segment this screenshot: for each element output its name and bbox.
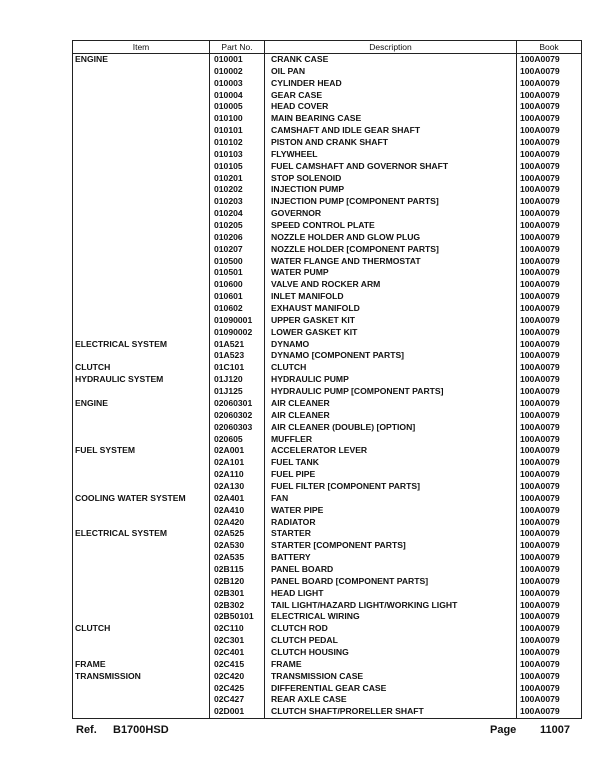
- cell-book: 100A0079: [517, 267, 582, 279]
- cell-item: [73, 540, 210, 552]
- table-row: [73, 635, 582, 647]
- cell-description: EXHAUST MANIFOLD: [265, 303, 517, 315]
- cell-item: [73, 481, 210, 493]
- table-row: [73, 184, 582, 196]
- cell-book: 100A0079: [517, 445, 582, 457]
- cell-book: 100A0079: [517, 528, 582, 540]
- cell-part-no: 02C415: [210, 659, 265, 671]
- cell-part-no: 010103: [210, 149, 265, 161]
- table-row: [73, 528, 582, 540]
- cell-book: 100A0079: [517, 588, 582, 600]
- table-row: [73, 386, 582, 398]
- cell-item: ENGINE: [73, 398, 210, 410]
- cell-item: [73, 457, 210, 469]
- cell-part-no: 010102: [210, 137, 265, 149]
- cell-part-no: 02060302: [210, 410, 265, 422]
- table-row: [73, 493, 582, 505]
- page-number: 11007: [540, 724, 570, 736]
- cell-book: 100A0079: [517, 386, 582, 398]
- cell-book: 100A0079: [517, 256, 582, 268]
- table-row: [73, 576, 582, 588]
- cell-book: 100A0079: [517, 113, 582, 125]
- table-row: [73, 267, 582, 279]
- table-row: [73, 588, 582, 600]
- cell-item: [73, 410, 210, 422]
- table-row: [73, 505, 582, 517]
- cell-part-no: 010602: [210, 303, 265, 315]
- cell-book: 100A0079: [517, 635, 582, 647]
- cell-book: 100A0079: [517, 244, 582, 256]
- table-row: [73, 422, 582, 434]
- cell-part-no: 02A001: [210, 445, 265, 457]
- cell-book: 100A0079: [517, 493, 582, 505]
- cell-description: CLUTCH: [265, 362, 517, 374]
- cell-part-no: 01090002: [210, 327, 265, 339]
- cell-part-no: 02B50101: [210, 611, 265, 623]
- cell-item: [73, 315, 210, 327]
- cell-description: INJECTION PUMP [COMPONENT PARTS]: [265, 196, 517, 208]
- cell-item: [73, 611, 210, 623]
- cell-part-no: 02A525: [210, 528, 265, 540]
- cell-description: AIR CLEANER: [265, 398, 517, 410]
- cell-item: [73, 101, 210, 113]
- cell-part-no: 02A410: [210, 505, 265, 517]
- table-row: [73, 208, 582, 220]
- cell-book: 100A0079: [517, 540, 582, 552]
- parts-index-table: [72, 40, 582, 719]
- model-code: B1700HSD: [113, 724, 169, 736]
- cell-description: CLUTCH SHAFT/PRORELLER SHAFT: [265, 706, 517, 718]
- cell-item: [73, 386, 210, 398]
- cell-part-no: 02A535: [210, 552, 265, 564]
- cell-item: [73, 505, 210, 517]
- cell-part-no: 010001: [210, 54, 265, 66]
- cell-description: PANEL BOARD [COMPONENT PARTS]: [265, 576, 517, 588]
- cell-item: [73, 78, 210, 90]
- cell-item: TRANSMISSION: [73, 671, 210, 683]
- cell-book: 100A0079: [517, 671, 582, 683]
- cell-book: 100A0079: [517, 90, 582, 102]
- cell-description: INLET MANIFOLD: [265, 291, 517, 303]
- cell-item: [73, 267, 210, 279]
- cell-book: 100A0079: [517, 327, 582, 339]
- cell-part-no: 010005: [210, 101, 265, 113]
- table-row: [73, 327, 582, 339]
- cell-description: MAIN BEARING CASE: [265, 113, 517, 125]
- cell-description: FUEL FILTER [COMPONENT PARTS]: [265, 481, 517, 493]
- cell-part-no: 010003: [210, 78, 265, 90]
- cell-book: 100A0079: [517, 374, 582, 386]
- cell-part-no: 02C401: [210, 647, 265, 659]
- table-row: [73, 279, 582, 291]
- cell-item: CLUTCH: [73, 623, 210, 635]
- cell-part-no: 010201: [210, 173, 265, 185]
- cell-book: 100A0079: [517, 54, 582, 66]
- cell-part-no: 02C301: [210, 635, 265, 647]
- ref-label: Ref.: [76, 724, 97, 736]
- cell-part-no: 02C427: [210, 694, 265, 706]
- cell-part-no: 02C110: [210, 623, 265, 635]
- cell-book: 100A0079: [517, 161, 582, 173]
- cell-part-no: 01C101: [210, 362, 265, 374]
- cell-description: FRAME: [265, 659, 517, 671]
- cell-description: NOZZLE HOLDER [COMPONENT PARTS]: [265, 244, 517, 256]
- cell-description: MUFFLER: [265, 434, 517, 446]
- table-row: [73, 339, 582, 351]
- cell-part-no: 02C420: [210, 671, 265, 683]
- cell-book: 100A0079: [517, 434, 582, 446]
- table-row: [73, 291, 582, 303]
- cell-part-no: 010501: [210, 267, 265, 279]
- table-row: [73, 350, 582, 362]
- table-row: [73, 623, 582, 635]
- cell-item: [73, 327, 210, 339]
- cell-book: 100A0079: [517, 576, 582, 588]
- cell-book: 100A0079: [517, 694, 582, 706]
- table-row: [73, 564, 582, 576]
- cell-item: ELECTRICAL SYSTEM: [73, 528, 210, 540]
- cell-description: TRANSMISSION CASE: [265, 671, 517, 683]
- cell-part-no: 02B115: [210, 564, 265, 576]
- cell-part-no: 02A110: [210, 469, 265, 481]
- table-row: [73, 374, 582, 386]
- cell-item: HYDRAULIC SYSTEM: [73, 374, 210, 386]
- cell-part-no: 010105: [210, 161, 265, 173]
- table-row: [73, 54, 582, 66]
- cell-part-no: 02A530: [210, 540, 265, 552]
- cell-part-no: 020605: [210, 434, 265, 446]
- cell-book: 100A0079: [517, 173, 582, 185]
- cell-description: HYDRAULIC PUMP: [265, 374, 517, 386]
- cell-book: 100A0079: [517, 350, 582, 362]
- cell-part-no: 02A101: [210, 457, 265, 469]
- table-row: [73, 552, 582, 564]
- cell-book: 100A0079: [517, 683, 582, 695]
- cell-part-no: 010601: [210, 291, 265, 303]
- cell-description: STARTER: [265, 528, 517, 540]
- cell-book: 100A0079: [517, 706, 582, 718]
- table-row: [73, 173, 582, 185]
- table-body: [73, 54, 582, 719]
- cell-book: 100A0079: [517, 78, 582, 90]
- cell-book: 100A0079: [517, 184, 582, 196]
- table-row: [73, 101, 582, 113]
- cell-part-no: 02B120: [210, 576, 265, 588]
- cell-book: 100A0079: [517, 220, 582, 232]
- cell-item: [73, 220, 210, 232]
- table-row: [73, 149, 582, 161]
- cell-description: NOZZLE HOLDER AND GLOW PLUG: [265, 232, 517, 244]
- cell-book: 100A0079: [517, 469, 582, 481]
- cell-part-no: 010205: [210, 220, 265, 232]
- cell-part-no: 010101: [210, 125, 265, 137]
- cell-item: [73, 683, 210, 695]
- cell-description: FUEL PIPE: [265, 469, 517, 481]
- cell-item: FRAME: [73, 659, 210, 671]
- cell-description: AIR CLEANER: [265, 410, 517, 422]
- table-row: [73, 445, 582, 457]
- cell-part-no: 02A420: [210, 517, 265, 529]
- table-row: [73, 303, 582, 315]
- cell-part-no: 010206: [210, 232, 265, 244]
- cell-book: 100A0079: [517, 196, 582, 208]
- cell-item: [73, 113, 210, 125]
- page-label: Page: [490, 724, 517, 736]
- table-row: [73, 66, 582, 78]
- cell-description: CYLINDER HEAD: [265, 78, 517, 90]
- cell-description: TAIL LIGHT/HAZARD LIGHT/WORKING LIGHT: [265, 600, 517, 612]
- cell-item: [73, 66, 210, 78]
- cell-description: FAN: [265, 493, 517, 505]
- table-row: [73, 694, 582, 706]
- cell-description: VALVE AND ROCKER ARM: [265, 279, 517, 291]
- cell-item: [73, 244, 210, 256]
- table-row: [73, 220, 582, 232]
- cell-description: UPPER GASKET KIT: [265, 315, 517, 327]
- cell-part-no: 02B302: [210, 600, 265, 612]
- cell-part-no: 010100: [210, 113, 265, 125]
- table-row: [73, 540, 582, 552]
- cell-book: 100A0079: [517, 232, 582, 244]
- cell-description: PISTON AND CRANK SHAFT: [265, 137, 517, 149]
- cell-description: DYNAMO [COMPONENT PARTS]: [265, 350, 517, 362]
- cell-part-no: 010204: [210, 208, 265, 220]
- cell-description: HEAD COVER: [265, 101, 517, 113]
- cell-item: [73, 90, 210, 102]
- table-row: [73, 457, 582, 469]
- cell-book: 100A0079: [517, 339, 582, 351]
- cell-item: FUEL SYSTEM: [73, 445, 210, 457]
- cell-description: WATER FLANGE AND THERMOSTAT: [265, 256, 517, 268]
- cell-book: 100A0079: [517, 362, 582, 374]
- table-row: [73, 683, 582, 695]
- cell-item: [73, 576, 210, 588]
- cell-description: WATER PUMP: [265, 267, 517, 279]
- cell-part-no: 010004: [210, 90, 265, 102]
- cell-book: 100A0079: [517, 291, 582, 303]
- cell-book: 100A0079: [517, 125, 582, 137]
- cell-part-no: 02A130: [210, 481, 265, 493]
- cell-item: [73, 256, 210, 268]
- cell-description: HEAD LIGHT: [265, 588, 517, 600]
- cell-part-no: 010600: [210, 279, 265, 291]
- table-row: [73, 517, 582, 529]
- table-row: [73, 671, 582, 683]
- header-book: Book: [517, 41, 582, 54]
- cell-part-no: 02B301: [210, 588, 265, 600]
- cell-description: ELECTRICAL WIRING: [265, 611, 517, 623]
- cell-description: WATER PIPE: [265, 505, 517, 517]
- cell-description: GOVERNOR: [265, 208, 517, 220]
- cell-item: [73, 517, 210, 529]
- table-row: [73, 232, 582, 244]
- cell-book: 100A0079: [517, 505, 582, 517]
- cell-book: 100A0079: [517, 623, 582, 635]
- cell-item: [73, 184, 210, 196]
- cell-item: [73, 647, 210, 659]
- table-row: [73, 113, 582, 125]
- cell-book: 100A0079: [517, 422, 582, 434]
- cell-item: [73, 552, 210, 564]
- table-row: [73, 90, 582, 102]
- cell-book: 100A0079: [517, 659, 582, 671]
- cell-description: REAR AXLE CASE: [265, 694, 517, 706]
- cell-part-no: 02D001: [210, 706, 265, 718]
- cell-part-no: 02A401: [210, 493, 265, 505]
- table-row: [73, 78, 582, 90]
- table-row: [73, 481, 582, 493]
- table-row: [73, 137, 582, 149]
- table-row: [73, 611, 582, 623]
- cell-description: SPEED CONTROL PLATE: [265, 220, 517, 232]
- table-row: [73, 469, 582, 481]
- table-row: [73, 410, 582, 422]
- cell-description: RADIATOR: [265, 517, 517, 529]
- cell-description: GEAR CASE: [265, 90, 517, 102]
- cell-item: CLUTCH: [73, 362, 210, 374]
- cell-description: STOP SOLENOID: [265, 173, 517, 185]
- cell-item: [73, 291, 210, 303]
- cell-item: [73, 279, 210, 291]
- cell-item: [73, 694, 210, 706]
- cell-description: FUEL TANK: [265, 457, 517, 469]
- cell-part-no: 02C425: [210, 683, 265, 695]
- cell-item: COOLING WATER SYSTEM: [73, 493, 210, 505]
- cell-item: [73, 196, 210, 208]
- header-part-no: Part No.: [210, 41, 265, 54]
- cell-book: 100A0079: [517, 410, 582, 422]
- table-row: [73, 315, 582, 327]
- page-footer: [76, 724, 581, 740]
- cell-description: FLYWHEEL: [265, 149, 517, 161]
- cell-item: [73, 564, 210, 576]
- cell-book: 100A0079: [517, 481, 582, 493]
- cell-part-no: 01J125: [210, 386, 265, 398]
- cell-item: [73, 149, 210, 161]
- table-row: [73, 125, 582, 137]
- cell-item: [73, 469, 210, 481]
- cell-item: [73, 350, 210, 362]
- cell-book: 100A0079: [517, 279, 582, 291]
- cell-book: 100A0079: [517, 457, 582, 469]
- cell-book: 100A0079: [517, 647, 582, 659]
- cell-item: [73, 208, 210, 220]
- cell-description: CLUTCH HOUSING: [265, 647, 517, 659]
- cell-item: [73, 303, 210, 315]
- cell-description: PANEL BOARD: [265, 564, 517, 576]
- cell-description: LOWER GASKET KIT: [265, 327, 517, 339]
- table-row: [73, 659, 582, 671]
- cell-description: INJECTION PUMP: [265, 184, 517, 196]
- cell-item: [73, 706, 210, 718]
- cell-part-no: 010002: [210, 66, 265, 78]
- cell-book: 100A0079: [517, 564, 582, 576]
- cell-description: CLUTCH PEDAL: [265, 635, 517, 647]
- cell-book: 100A0079: [517, 315, 582, 327]
- cell-part-no: 02060301: [210, 398, 265, 410]
- header-item: Item: [73, 41, 210, 54]
- table-row: [73, 434, 582, 446]
- cell-description: STARTER [COMPONENT PARTS]: [265, 540, 517, 552]
- table-row: [73, 706, 582, 718]
- cell-description: DIFFERENTIAL GEAR CASE: [265, 683, 517, 695]
- table-row: [73, 244, 582, 256]
- cell-description: BATTERY: [265, 552, 517, 564]
- cell-description: CLUTCH ROD: [265, 623, 517, 635]
- cell-description: CAMSHAFT AND IDLE GEAR SHAFT: [265, 125, 517, 137]
- cell-description: HYDRAULIC PUMP [COMPONENT PARTS]: [265, 386, 517, 398]
- cell-book: 100A0079: [517, 208, 582, 220]
- cell-part-no: 02060303: [210, 422, 265, 434]
- cell-item: ENGINE: [73, 54, 210, 66]
- cell-book: 100A0079: [517, 66, 582, 78]
- cell-part-no: 01A521: [210, 339, 265, 351]
- cell-item: ELECTRICAL SYSTEM: [73, 339, 210, 351]
- table-row: [73, 362, 582, 374]
- cell-part-no: 010202: [210, 184, 265, 196]
- cell-item: [73, 600, 210, 612]
- cell-book: 100A0079: [517, 552, 582, 564]
- cell-description: OIL PAN: [265, 66, 517, 78]
- cell-description: AIR CLEANER (DOUBLE) [OPTION]: [265, 422, 517, 434]
- cell-book: 100A0079: [517, 611, 582, 623]
- cell-description: CRANK CASE: [265, 54, 517, 66]
- table-row: [73, 647, 582, 659]
- cell-part-no: 010207: [210, 244, 265, 256]
- cell-item: [73, 173, 210, 185]
- cell-item: [73, 137, 210, 149]
- cell-item: [73, 161, 210, 173]
- cell-book: 100A0079: [517, 303, 582, 315]
- cell-part-no: 01J120: [210, 374, 265, 386]
- cell-item: [73, 232, 210, 244]
- cell-item: [73, 434, 210, 446]
- table-row: [73, 256, 582, 268]
- cell-description: FUEL CAMSHAFT AND GOVERNOR SHAFT: [265, 161, 517, 173]
- cell-item: [73, 588, 210, 600]
- header-description: Description: [265, 41, 517, 54]
- cell-book: 100A0079: [517, 137, 582, 149]
- cell-book: 100A0079: [517, 398, 582, 410]
- cell-item: [73, 635, 210, 647]
- table-row: [73, 600, 582, 612]
- cell-description: DYNAMO: [265, 339, 517, 351]
- cell-item: [73, 125, 210, 137]
- table-row: [73, 161, 582, 173]
- cell-part-no: 010500: [210, 256, 265, 268]
- cell-book: 100A0079: [517, 600, 582, 612]
- cell-description: ACCELERATOR LEVER: [265, 445, 517, 457]
- cell-book: 100A0079: [517, 149, 582, 161]
- table-header-row: [73, 41, 582, 54]
- cell-book: 100A0079: [517, 101, 582, 113]
- cell-item: [73, 422, 210, 434]
- parts-index-sheet: [72, 40, 581, 719]
- cell-part-no: 01090001: [210, 315, 265, 327]
- table-row: [73, 398, 582, 410]
- cell-book: 100A0079: [517, 517, 582, 529]
- table-row: [73, 196, 582, 208]
- cell-part-no: 010203: [210, 196, 265, 208]
- cell-part-no: 01A523: [210, 350, 265, 362]
